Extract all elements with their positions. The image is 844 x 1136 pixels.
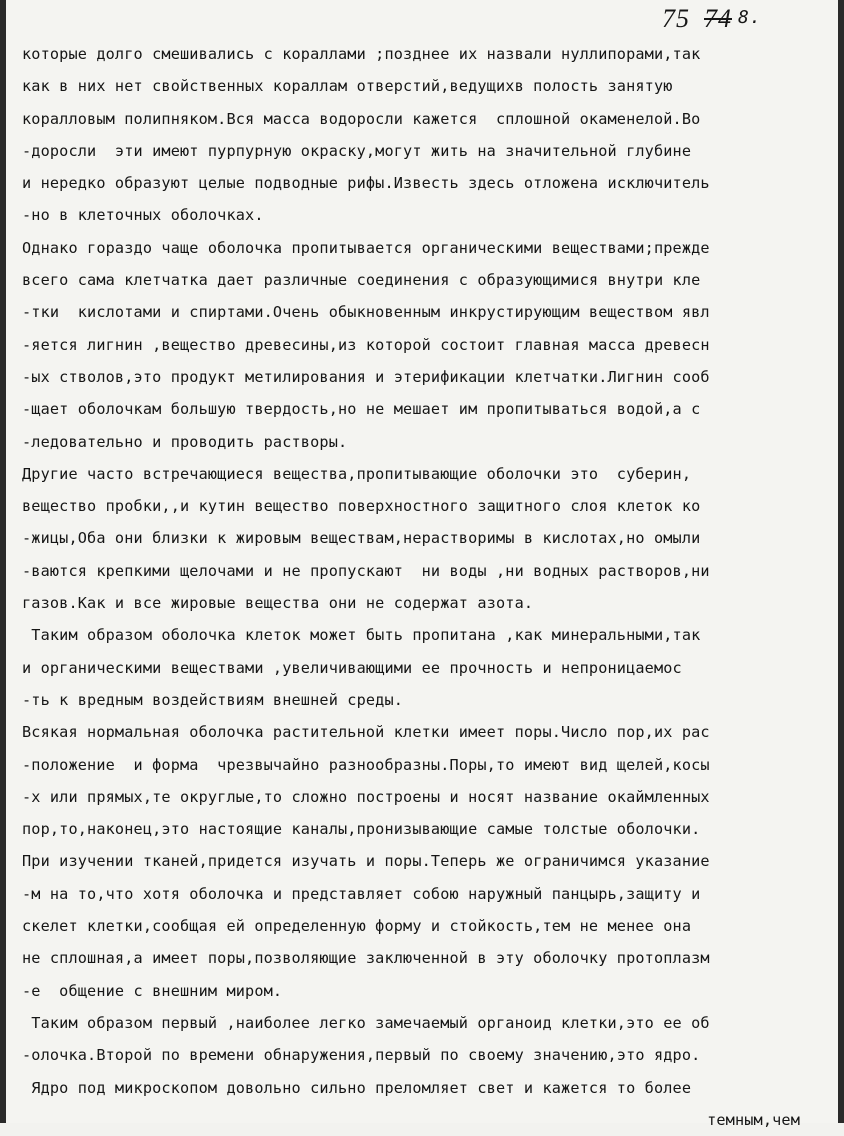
text-line: Ядро под микроскопом довольно сильно преломляет свет и кажется то более: [22, 1078, 692, 1097]
text-line: Всякая нормальная оболочка растительной клетки имеет поры.Число пор,их рас: [22, 723, 710, 742]
text-line: -тки кислотами и спиртами.Очень обыкновенным инкрустирующим веществом явл: [22, 303, 710, 322]
text-line: Другие часто встречающиеся вещества,пропитывающие оболочки это суберин,: [22, 464, 692, 483]
text-line: -ваются крепкими щелочами и не пропускают ни воды ,ни водных растворов,ни: [22, 561, 710, 580]
crossed-out-page-number: 74: [704, 4, 732, 33]
text-line: вещество пробки,,и кутин вещество поверхностного защитного слоя клеток ко: [22, 497, 701, 516]
text-line: -е общение с внешним миром.: [22, 981, 283, 1000]
text-line: Таким образом оболочка клеток может быть пропитана ,как минеральными,так: [22, 626, 701, 645]
typed-page-number: 8.: [738, 7, 762, 28]
text-line: коралловым полипняком.Вся масса водоросли кажется сплошной окаменелой.Во: [22, 109, 701, 128]
text-line: -х или прямых,те округлые,то сложно построены и носят название окаймленных: [22, 787, 710, 806]
text-line: газов.Как и все жировые вещества они не содержат азота.: [22, 594, 534, 613]
text-line: Таким образом первый ,наиболее легко замечаемый органоид клетки,это ее об: [22, 1013, 710, 1032]
catchword: темным,чем: [707, 1110, 800, 1129]
text-line: которые долго смешивались с кораллами ;позднее их назвали нуллипорами,так: [22, 45, 701, 63]
text-line: -щает оболочкам большую твердость,но не мешает им пропитываться водой,а с: [22, 400, 701, 419]
text-line: не сплошная,а имеет поры,позволяющие заключенной в эту оболочку протоплазм: [22, 949, 710, 968]
text-line: как в них нет свойственных кораллам отверстий,ведущихв полость занятую: [22, 77, 673, 96]
text-line: -жицы,Оба они близки к жировым веществам,нерастворимы в кислотах,но омыли: [22, 529, 701, 548]
typed-text-body: [22, 38, 840, 1136]
text-line: скелет клетки,сообщая ей определенную форму и стойкость,тем не менее она: [22, 917, 692, 936]
text-line: -яется лигнин ,вещество древесины,из которой состоит главная масса древесн: [22, 335, 710, 354]
text-line: Однако гораздо чаще оболочка пропитывается органическими веществами;прежде: [22, 238, 710, 257]
text-line: и нередко образуют целые подводные рифы.Известь здесь отложена исключитель: [22, 174, 710, 193]
handwritten-page-number: 75: [662, 4, 690, 33]
text-line: При изучении тканей,придется изучать и поры.Теперь же ограничимся указание: [22, 852, 710, 871]
text-line: -м на то,что хотя оболочка и представляет собою наружный панцырь,защиту и: [22, 884, 701, 903]
text-line: -ых стволов,это продукт метилирования и этерификации клетчатки.Лигнин сооб: [22, 367, 710, 386]
page-left-edge: [0, 0, 6, 1123]
text-line: -олочка.Второй по времени обнаружения,первый по своему значению,это ядро.: [22, 1046, 701, 1065]
page-number: [662, 4, 762, 34]
text-line: -ть к вредным воздействиям внешней среды.: [22, 690, 404, 709]
text-line: -ледовательно и проводить растворы.: [22, 432, 348, 451]
text-line: всего сама клетчатка дает различные соединения с образующимися внутри кле: [22, 271, 701, 290]
text-line: -положение и форма чрезвычайно разнообразны.Поры,то имеют вид щелей,косы: [22, 755, 710, 774]
text-line: -доросли эти имеют пурпурную окраску,могут жить на значительной глубине: [22, 141, 692, 160]
text-line: -но в клеточных оболочках.: [22, 206, 264, 225]
text-line: и органическими веществами ,увеличивающими ее прочность и непроницаемос: [22, 658, 682, 677]
text-line: пор,то,наконец,это настоящие каналы,пронизывающие самые толстые оболочки.: [22, 820, 701, 839]
